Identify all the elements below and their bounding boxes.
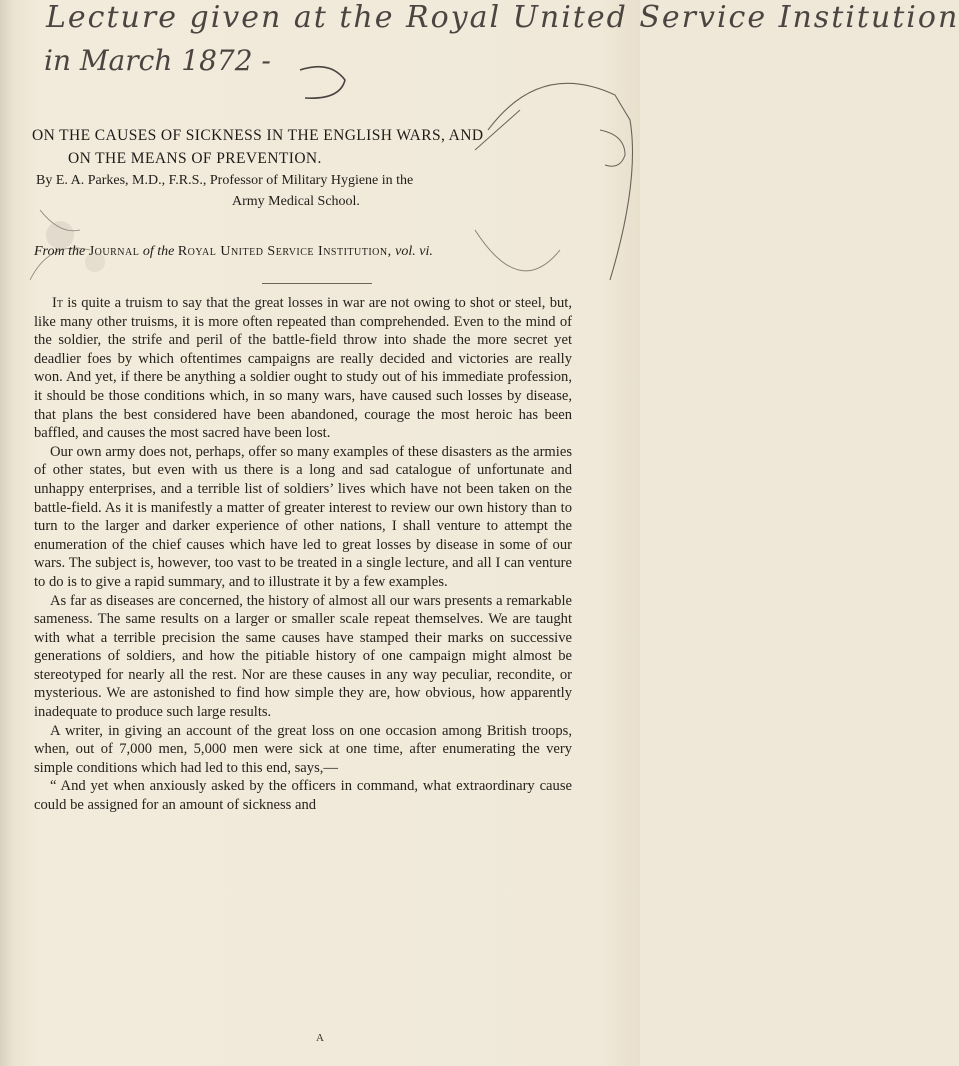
title-line-2: ON THE MEANS OF PREVENTION.	[68, 150, 322, 167]
paragraph-2: Our own army does not, perhaps, offer so many examples of these disasters as the armies of other states, but even with us there is a long and sad catalogue of unfortunate and unhappy enterprises, and a terrible list of soldiers’ lives which have not been taken on the battle-field. As it is manifestly a matter of greater interest to review our own history than to turn to the larger and darker experience of other nations, I shall venture to attempt the enumeration of the chief causes which have led to great losses by disease in some of our wars. The subject is, however, too vast to be treated in a single lecture, and all I can venture to do is to give a rapid summary, and to illustrate it by a few examples.	[34, 443, 572, 590]
source-journal: Journal	[88, 244, 140, 259]
paragraph-5: “ And yet when anxiously asked by the officers in command, what extraordinary cause could be assigned for an amount of sickness and	[34, 778, 572, 814]
paragraph-1-initial: It	[52, 295, 63, 311]
source-institution: Royal United Service Institution,	[177, 244, 392, 259]
handwritten-annotation	[20, 0, 959, 110]
source-citation	[34, 244, 634, 260]
author-line	[36, 170, 636, 212]
handwritten-note-line-2: in March 1872 -	[44, 44, 271, 77]
article-title	[32, 124, 632, 170]
author-line-1: By E. A. Parkes, M.D., F.R.S., Professor of Military Hygiene in the	[36, 173, 414, 188]
title-rule	[262, 283, 372, 284]
paragraph-3: As far as diseases are concerned, the history of almost all our wars presents a remarkable sameness. The same results on a larger or smaller scale repeat themselves. We are taught with what a terrible precision the same causes have stamped their marks on successive generations of soldiers, and how the pitiable history of one campaign might almost be stereotyped for nearly all the rest. Nor are these causes in any way peculiar, recondite, or mysterious. We are astonished to find how simple they are, how obvious, how apparently inadequate to produce such large results.	[34, 592, 572, 721]
paragraph-1-text: is quite a truism to say that the great losses in war are not owing to shot or steel, but, like many other truisms, it is more often repeated than comprehended. Even to the mind of the soldier, the strife and peril of the battle-field throw into shade the more secret yet deadlier foes by which oftentimes campaigns are really decided and victories are really won. And yet, if there be anything a soldier ought to study out of his immediate profession, it should be those conditions which, in so many wars, have caused such losses by disease, that plans the best considered have been abandoned, courage the most heroic has been baffled, and causes the most sacred have been lost.	[34, 295, 572, 442]
title-line-1: ON THE CAUSES OF SICKNESS IN THE ENGLISH WARS, AND	[32, 127, 484, 144]
paragraph-4: A writer, in giving an account of the great loss on one occasion among British troops, when, out of 7,000 men, 5,000 men were sick at one time, after enumerating the very simple conditions which had led to this end, says,—	[34, 722, 572, 776]
author-line-2: Army Medical School.	[232, 194, 360, 209]
source-of-the: of the	[142, 244, 175, 259]
source-volume: vol. vi.	[395, 244, 433, 259]
article-body	[34, 294, 572, 815]
signature-mark: A	[316, 1032, 324, 1044]
paragraph-1	[34, 294, 572, 443]
handwritten-note-line-1: Lecture given at the Royal United Service Institution	[46, 0, 959, 35]
source-prefix: From the	[34, 244, 86, 259]
